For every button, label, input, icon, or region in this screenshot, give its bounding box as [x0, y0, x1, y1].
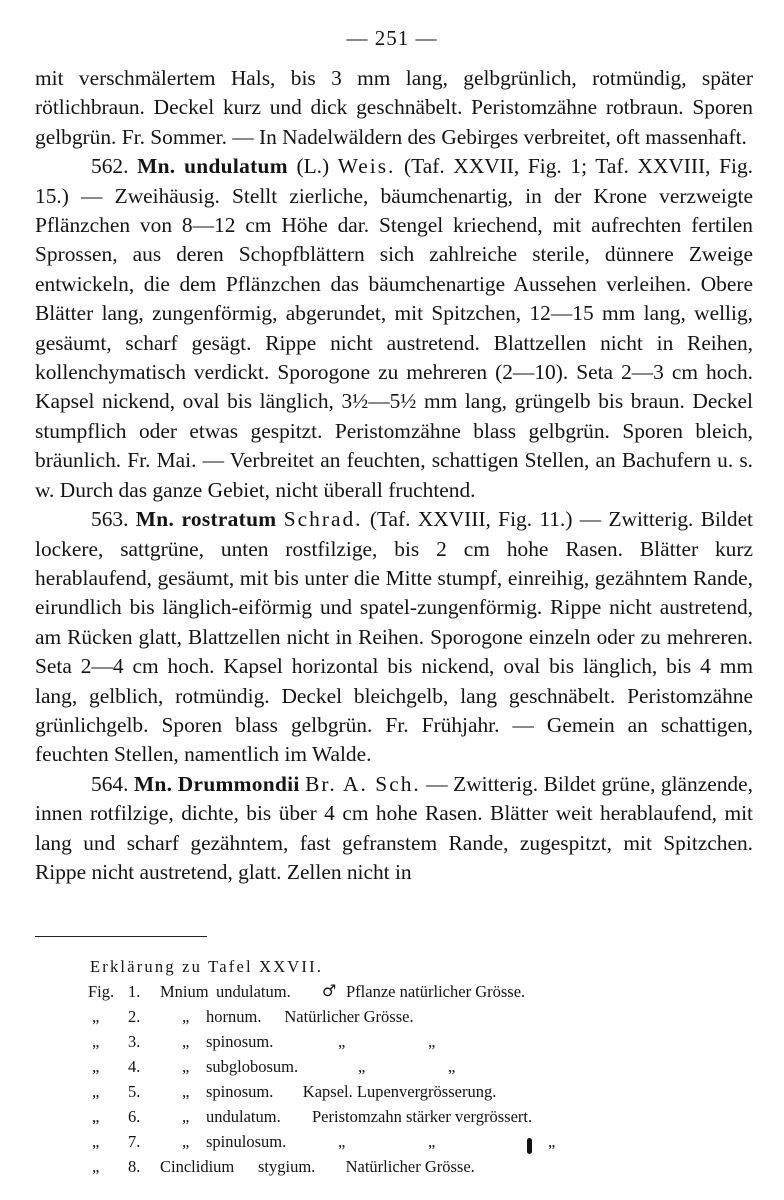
legend-rows [88, 979, 708, 1179]
legend-fig-label: Fig. [88, 982, 115, 1001]
species-epithet: Drummondii [177, 771, 300, 796]
legend-fig-number: 8. [128, 1157, 141, 1176]
species-description: (Taf. XXVIII, Fig. 11.) — Zwitterig. Bildet lockere, sattgrüne, unten rostfilzige, bis 2 cm hohe Rasen. Blätter kurz herablaufend, gesäumt, mit bis unter die Mitte stumpf, einreihig, gezähntem Rande, eirundlich bis länglich-eiförmig und spatel-zungenförmig. Rippe nicht austretend, am Rücken glatt, Blattzellen nicht in Reihen. Sporogone einzeln oder zu mehreren. Seta 2—4 cm hoch. Kapsel horizontal bis nickend, oval bis länglich, bis 4 mm lang, gelblich, rotmündig. Deckel bleichgelb, lang geschnäbelt. Peristomzähne grünlichgelb. Sporen blass gelbgrün. Fr. Frühjahr. — Gemein an schattigen, feuchten Stellen, namentlich im Walde. [35, 507, 754, 767]
paragraph-continuation: mit verschmälertem Hals, bis 3 mm lang, gelbgrünlich, rotmündig, später rötlichbraun. Deckel kurz und dick geschnäbelt. Peristomzähne rotbraun. Sporen gelbgrün. Fr. Sommer. — In Nadelwäldern des Gebirges verbreitet, oft massenhaft. [35, 66, 753, 149]
legend-species: undulatum. [206, 1107, 281, 1126]
legend-row [88, 1054, 708, 1079]
page-number: — 251 — [346, 26, 438, 50]
legend-ditto-mark: „ [428, 1032, 436, 1051]
species-author: (L.) [296, 154, 330, 179]
legend-ditto-mark: „ [428, 1132, 436, 1151]
legend-species: spinosum. [206, 1032, 274, 1051]
legend-row [88, 1129, 708, 1154]
legend-row [88, 1004, 708, 1029]
legend-species: subglobosum. [206, 1057, 299, 1076]
plate-legend [88, 954, 708, 1179]
species-author: Weis. [337, 154, 396, 179]
legend-genus: „ [182, 1107, 190, 1126]
legend-fig-label: „ [92, 1032, 100, 1051]
legend-row [88, 1104, 708, 1129]
footnote-divider [35, 936, 207, 937]
legend-ditto-mark: „ [448, 1057, 456, 1076]
main-text [35, 64, 753, 887]
legend-fig-number: 5. [128, 1082, 141, 1101]
legend-fig-number: 7. [128, 1132, 141, 1151]
entry-number: 562. [91, 154, 129, 179]
legend-species: stygium. [258, 1157, 316, 1176]
legend-species: hornum. [206, 1007, 262, 1026]
legend-row [88, 979, 708, 1004]
legend-description: Natürlicher Grösse. [284, 1007, 414, 1026]
legend-genus: Cinclidium [160, 1157, 235, 1176]
legend-ditto-mark: „ [548, 1132, 556, 1151]
legend-species: undulatum. [216, 982, 291, 1001]
legend-genus: „ [182, 1007, 190, 1026]
entry-number: 564. [91, 771, 129, 796]
legend-fig-label: „ [92, 1082, 100, 1101]
legend-ditto-mark: „ [338, 1132, 346, 1151]
legend-fig-number: 1. [128, 982, 141, 1001]
species-epithet: undulatum [184, 154, 288, 179]
legend-description: Natürlicher Grösse. [345, 1157, 475, 1176]
legend-description: Kapsel. Lupenvergrösserung. [302, 1082, 497, 1101]
legend-fig-label: „ [92, 1057, 100, 1076]
species-genus: Mn. [137, 154, 176, 179]
species-author: Schrad. [283, 507, 363, 532]
legend-fig-number: 6. [128, 1107, 141, 1126]
legend-genus: Mnium [160, 982, 209, 1001]
species-epithet: rostratum [181, 507, 277, 532]
legend-description: Peristomzahn stärker vergrössert. [312, 1107, 533, 1126]
legend-row [88, 1029, 708, 1054]
legend-genus: „ [182, 1032, 190, 1051]
male-symbol-icon: ♂ [322, 981, 337, 1000]
species-author: Br. A. Sch. [305, 771, 421, 796]
legend-fig-number: 3. [128, 1032, 141, 1051]
legend-genus: „ [182, 1132, 190, 1151]
entry-number: 563. [91, 507, 129, 532]
legend-fig-label: „ [92, 1132, 100, 1151]
species-genus: Mn. [135, 507, 175, 532]
legend-species: spinulosum. [206, 1132, 287, 1151]
legend-row [88, 1079, 708, 1104]
ink-blot [527, 1138, 532, 1154]
legend-description: Pflanze natürlicher Grösse. [346, 982, 526, 1001]
legend-row [88, 1154, 708, 1179]
species-description: (Taf. XXVII, Fig. 1; Taf. XXVIII, Fig. 15.) — Zweihäusig. Stellt zierliche, bäumchenartig, in der Krone verzweigte Pflänzchen von 8—12 cm Höhe dar. Stengel kriechend, mit aufrechten fertilen Sprossen, aus deren Schopfblättern sich zahlreiche sterile, dünnere Zweige entwickeln, die dem Pflänzchen das bäumchenartige Aussehen verleihen. Obere Blätter lang, zungenförmig, abgerundet, mit Spitzchen, 12—15 mm lang, wellig, gesäumt, scharf gesägt. Rippe nicht austretend. Blattzellen nicht in Reihen, kollenchymatisch verdickt. Sporogone zu mehreren (2—10). Seta 2—3 cm hoch. Kapsel nickend, oval bis länglich, 3½—5½ mm lang, grüngelb bis braun. Deckel stumpflich oder etwas gespitzt. Peristomzähne blass gelbgrün. Sporen bleich, bräunlich. Fr. Mai. — Verbreitet an feuchten, schattigen Stellen, an Bachufern u. s. w. Durch das ganze Gebiet, nicht überall fruchtend. [35, 154, 753, 502]
species-description: — Zwitterig. Bildet grüne, glänzende, innen rotfilzige, dichte, bis über 4 cm hohe Rasen. Blätter weit herablaufend, mit lang und scharf gezähntem, fast gefranstem Rande, zugespitzt, mit Spitzchen. Rippe nicht austretend, glatt. Zellen nicht in [35, 771, 753, 884]
legend-ditto-mark: „ [358, 1057, 366, 1076]
species-entry-563 [35, 505, 753, 770]
legend-species: spinosum. [206, 1082, 274, 1101]
legend-title: Erklärung zu Tafel XXVII. [90, 957, 324, 976]
species-entry-564 [35, 770, 753, 888]
species-genus: Mn. [133, 771, 173, 796]
species-entry-562 [35, 152, 753, 505]
legend-fig-label: „ [92, 1007, 100, 1026]
legend-genus: „ [182, 1057, 190, 1076]
legend-genus: „ [182, 1082, 190, 1101]
legend-fig-number: 2. [128, 1007, 141, 1026]
legend-fig-label: „ [92, 1107, 100, 1126]
legend-ditto-mark: „ [338, 1032, 346, 1051]
legend-fig-label: „ [92, 1157, 100, 1176]
legend-fig-number: 4. [128, 1057, 141, 1076]
